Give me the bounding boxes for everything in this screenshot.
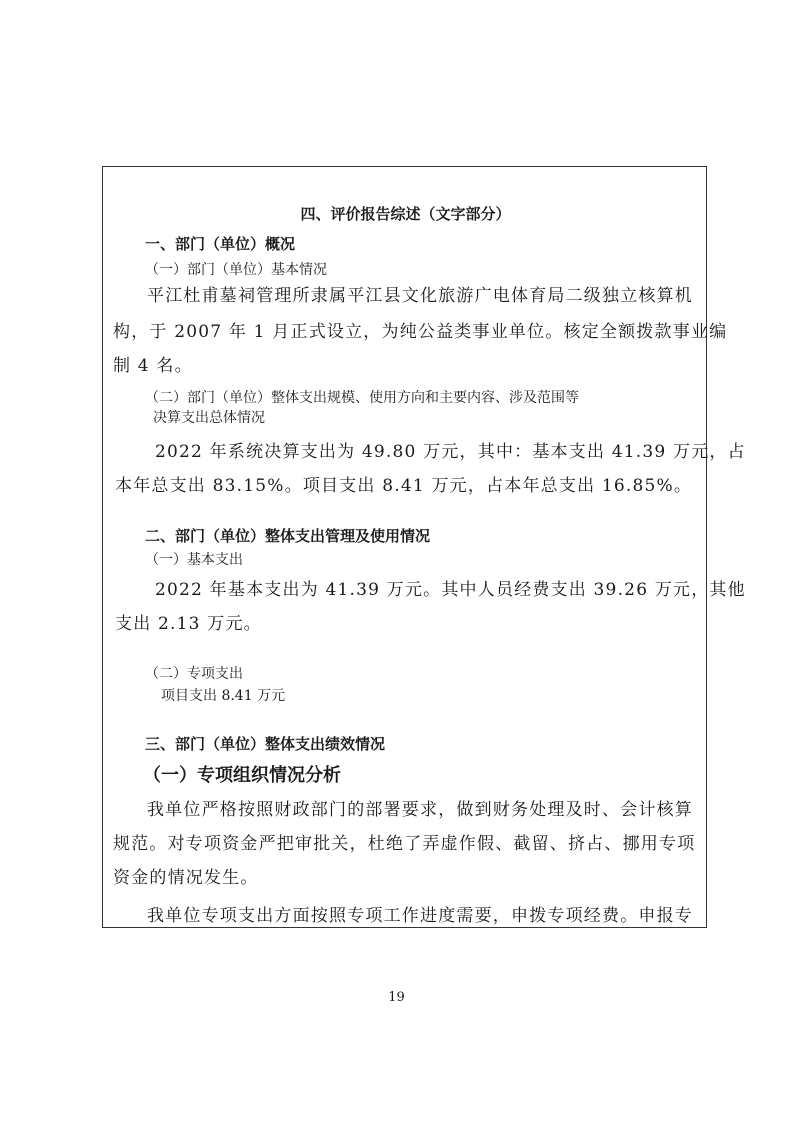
subheading-overall-spending: （二）部门（单位）整体支出规模、使用方向和主要内容、涉及范围等 [145,390,579,406]
paragraph-line: 平江杜甫墓祠管理所隶属平江县文化旅游广电体育局二级独立核算机 [147,286,693,306]
subheading-basic-expenditure: （一）基本支出 [145,552,243,568]
paragraph-line: 资金的情况发生。 [113,868,259,888]
section-title: 四、评价报告综述（文字部分） [300,205,511,223]
paragraph-line: 2022 年基本支出为 41.39 万元。其中人员经费支出 39.26 万元，其他 [155,580,746,600]
heading-overview: 一、部门（单位）概况 [145,235,296,253]
paragraph-line: 2022 年系统决算支出为 49.80 万元，其中：基本支出 41.39 万元，占 [155,442,746,462]
paragraph-line: 构，于 2007 年 1 月正式设立，为纯公益类事业单位。核定全额拨款事业编 [113,322,728,342]
heading-performance: 三、部门（单位）整体支出绩效情况 [145,735,386,753]
paragraph-line: 本年总支出 83.15%。项目支出 8.41 万元，占本年总支出 16.85%。 [115,476,693,496]
paragraph-line: 我单位专项支出方面按照专项工作进度需要，申拨专项经费。申报专 [147,906,693,926]
subheading-basic-info: （一）部门（单位）基本情况 [145,262,327,278]
paragraph-line: 支出 2.13 万元。 [115,614,262,634]
subheading-special-expenditure: （二）专项支出 [145,666,243,682]
paragraph-line: 制 4 名。 [113,356,193,376]
paragraph-line: 我单位严格按照财政部门的部署要求，做到财务处理及时、会计核算 [147,800,693,820]
report-frame [102,166,746,928]
heading-management: 二、部门（单位）整体支出管理及使用情况 [145,527,431,545]
subheading-overall-spending-cont: 决算支出总体情况 [153,410,265,426]
subheading-special-org: （一）专项组织情况分析 [143,765,341,786]
page-number: 19 [388,990,405,1005]
paragraph-line: 项目支出 8.41 万元 [161,688,286,704]
paragraph-line: 规范。对专项资金严把审批关，杜绝了弄虚作假、截留、挤占、挪用专项 [113,834,696,854]
